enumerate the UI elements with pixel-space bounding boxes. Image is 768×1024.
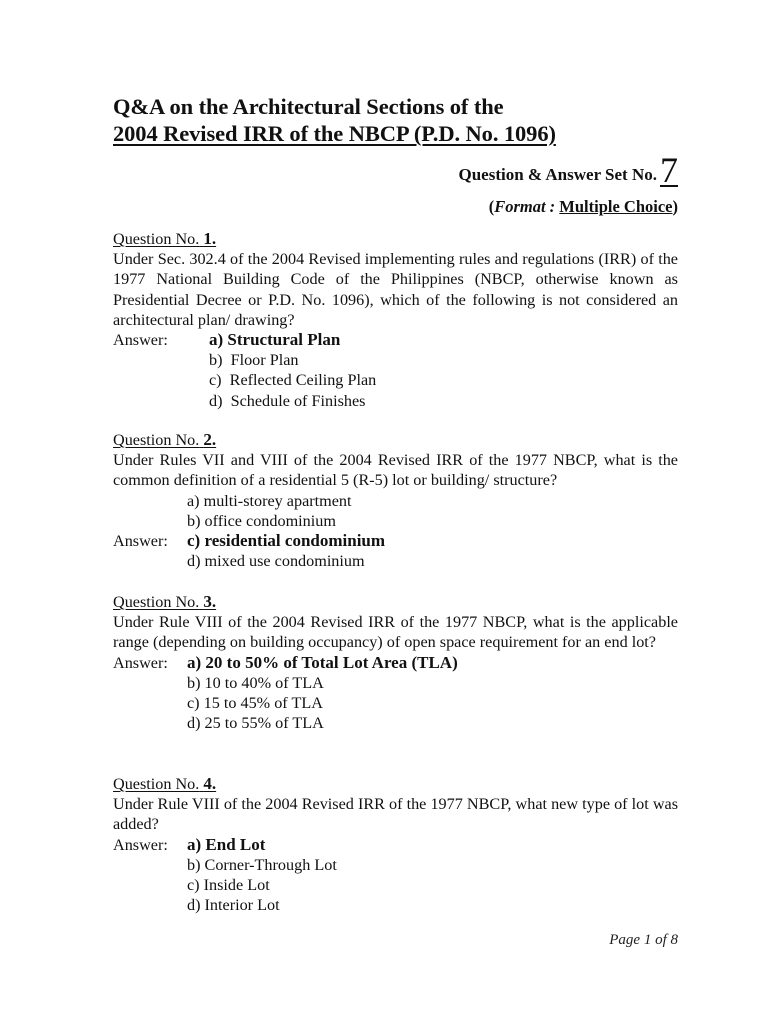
- question-label: Question No. 3.: [113, 592, 217, 611]
- set-label: Question & Answer Set No.: [458, 165, 657, 184]
- answer-label: Answer:: [113, 653, 168, 672]
- option-b: b) Floor Plan: [209, 351, 299, 370]
- answer-row: [113, 531, 678, 551]
- question-block-3: [113, 592, 678, 733]
- option-b: b) Corner-Through Lot: [187, 855, 337, 874]
- question-block-1: [113, 229, 678, 411]
- option-d: d) 25 to 55% of TLA: [187, 714, 324, 733]
- option-c: c) 15 to 45% of TLA: [187, 694, 323, 713]
- question-label: Question No. 4.: [113, 774, 217, 793]
- qa-set-heading: [458, 150, 679, 190]
- answer-row: [113, 835, 678, 855]
- question-label: Question No. 1.: [113, 229, 217, 248]
- option-c: c) Reflected Ceiling Plan: [209, 371, 377, 390]
- question-text: Under Rules VII and VIII of the 2004 Revised IRR of the 1977 NBCP, what is the common definition of a residential 5 (R-5) lot or building/ structure?: [113, 451, 678, 490]
- option-a: a) multi-storey apartment: [187, 491, 352, 510]
- question-block-4: [113, 774, 678, 915]
- format-line: [489, 196, 678, 218]
- option-c: c) residential condominium: [187, 531, 386, 551]
- document-title: [113, 93, 713, 147]
- answer-label: Answer:: [113, 835, 168, 854]
- option-d: d) Schedule of Finishes: [209, 391, 366, 410]
- title-line-2: 2004 Revised IRR of the NBCP (P.D. No. 1096): [113, 121, 556, 146]
- format-open-paren: (: [488, 197, 495, 216]
- answer-label: Answer:: [113, 532, 168, 551]
- title-line-1: Q&A on the Architectural Sections of the: [113, 94, 504, 119]
- answer-row: [113, 653, 678, 673]
- option-a: a) 20 to 50% of Total Lot Area (TLA): [187, 652, 458, 672]
- answer-label: Answer:: [113, 331, 168, 350]
- question-text: Under Rule VIII of the 2004 Revised IRR of the 1977 NBCP, what is the applicable range (depending on building occupancy) of open space requirement for an end lot?: [113, 613, 678, 652]
- format-label: Format :: [494, 197, 556, 216]
- question-label: Question No. 2.: [113, 430, 217, 449]
- question-block-2: [113, 430, 678, 571]
- page-number-footer: Page 1 of 8: [609, 932, 678, 948]
- format-value: Multiple Choice: [559, 197, 673, 216]
- option-a: a) Structural Plan: [209, 330, 341, 350]
- option-d: d) Interior Lot: [187, 896, 280, 915]
- answer-row: [113, 330, 678, 350]
- option-b: b) 10 to 40% of TLA: [187, 673, 324, 692]
- set-number: 7: [660, 150, 678, 190]
- option-d: d) mixed use condominium: [187, 552, 365, 571]
- question-text: Under Rule VIII of the 2004 Revised IRR of the 1977 NBCP, what new type of lot was added?: [113, 795, 678, 834]
- option-c: c) Inside Lot: [187, 876, 270, 895]
- option-a: a) End Lot: [187, 834, 266, 854]
- format-close-paren: ): [672, 197, 678, 216]
- question-text: Under Sec. 302.4 of the 2004 Revised implementing rules and regulations (IRR) of the 1977 National Building Code of the Philippines (NBCP, otherwise known as Presidential Decree or P.D. No. 1096), which of the following is not considered an architectural plan/ drawing?: [113, 250, 678, 329]
- option-b: b) office condominium: [187, 511, 336, 530]
